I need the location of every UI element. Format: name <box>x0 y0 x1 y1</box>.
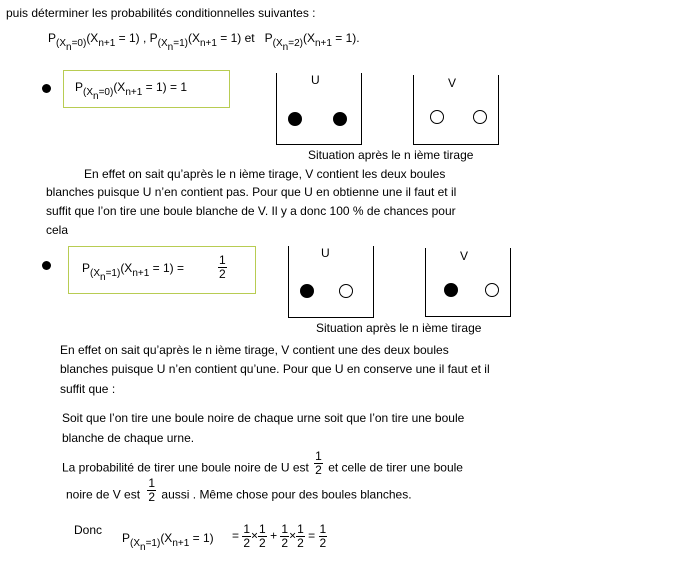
case1-text-line4: cela <box>46 223 69 237</box>
black-ball <box>333 112 347 126</box>
urn-v-1-label: V <box>448 76 457 90</box>
case2-formula: $P_{(X_n=1)}(X_{n+1} = 1)$ = <box>82 261 184 283</box>
bullet-1 <box>42 84 51 93</box>
intro-text: puis déterminer les probabilités conditionnelles suivantes : <box>6 6 316 20</box>
case1-text-line1: En effet on sait qu’après le n ième tirage, V contient les deux boules <box>84 167 446 181</box>
urn-v-2 <box>425 248 511 317</box>
final-formula: $P_{(X_n=1)}(X_{n+1} = 1)$ <box>122 531 214 553</box>
case2-text-line1: En effet on sait qu’après le n ième tirage, V contient une des deux boules <box>60 343 449 357</box>
case2-text-line4: Soit que l’on tire une boule noire de chaque urne soit que l’on tire une boule <box>62 411 465 425</box>
white-ball <box>339 284 353 298</box>
urn-u-1 <box>276 73 362 145</box>
case1-formula: $P_{(X_n=0)}(X_{n+1} = 1) = 1$ <box>75 80 187 102</box>
urn-u-2 <box>288 246 374 318</box>
urn-u-2-label: U <box>321 246 330 260</box>
case2-text-line3: suffit que : <box>60 382 116 396</box>
white-ball <box>430 110 444 124</box>
final-computation: = $\frac{1}{2}$ × $\frac{1}{2}$ + $\frac{1}{2}$ × $\frac{1}{2}$ = $\frac{1}{2}$ <box>232 522 327 550</box>
black-ball <box>300 284 314 298</box>
formula-list <box>48 31 360 53</box>
urn-v-2-label: V <box>460 249 469 263</box>
black-ball <box>288 112 302 126</box>
prob-line-b: noire de V est $\frac{1}{2}$ aussi . Même chose pour des boules blanches. <box>66 476 412 504</box>
case2-text-line5: blanche de chaque urne. <box>62 431 195 445</box>
white-ball <box>473 110 487 124</box>
case2-text-line2: blanches puisque U n’en contient qu’une. Pour que U en conserve une il faut et il <box>60 362 490 376</box>
white-ball <box>485 283 499 297</box>
formula-p1: $P_{(X_n=1)}(X_{n+1} = 1)$ et <box>149 31 255 53</box>
formula-p0: $P_{(X_n=0)}(X_{n+1} = 1)$ , <box>48 31 147 53</box>
case1-text-line2: blanches puisque U n’en contient pas. Pour que U en obtienne une il faut et il <box>46 185 457 199</box>
case2-caption: Situation après le n ième tirage <box>316 321 482 335</box>
formula-p2: $P_{(X_n=2)}(X_{n+1} = 1)$. <box>264 31 360 53</box>
case1-text-line3: suffit que l’on tire une boule blanche de V. Il y a donc 100 % de chances pour <box>46 204 456 218</box>
urn-u-1-label: U <box>311 73 320 87</box>
case1-caption: Situation après le n ième tirage <box>308 148 474 162</box>
donc-label: Donc <box>74 523 103 537</box>
bullet-2 <box>42 261 51 270</box>
black-ball <box>444 283 458 297</box>
urn-v-1 <box>413 75 499 145</box>
prob-line-a: La probabilité de tirer une boule noire de U est $\frac{1}{2}$ et celle de tirer une boule <box>62 449 463 477</box>
case2-fraction: $\frac{1}{2}$ <box>219 253 226 281</box>
